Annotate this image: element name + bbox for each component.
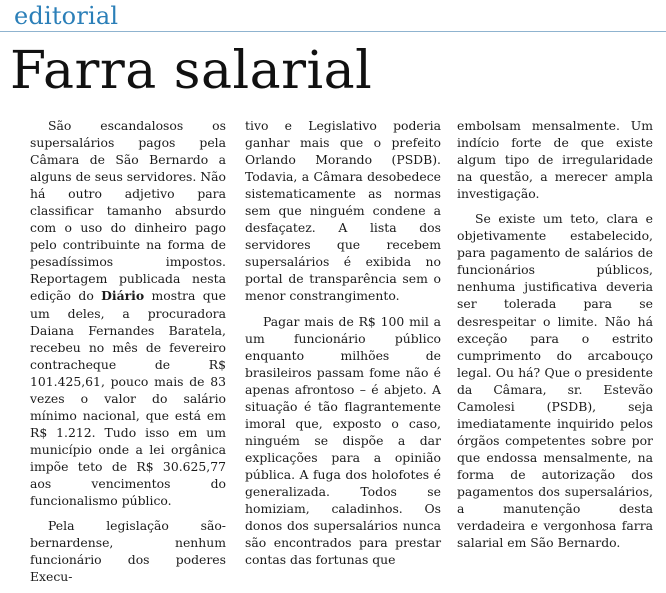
paragraph — [457, 117, 653, 202]
article-column-2 — [245, 117, 441, 576]
paragraph-text: embolsam mensalmente. Um indício forte de que existe algum tipo de irregularidade na questão, a merecer ampla investigação. — [457, 118, 653, 202]
newspaper-name: Diário — [101, 288, 145, 304]
article-column-1 — [30, 117, 226, 593]
paragraph-text: tivo e Legislativo poderia ganhar mais que o prefeito Orlando Morando (PSDB). Todavia, a Câmara desobedece sistematicamente as normas sem que ninguém condene a desfaçatez. A lista dos servidores que recebem supersalários é exibida no portal de transparência sem o menor constrangimento. — [245, 118, 441, 304]
paragraph — [457, 210, 653, 551]
paragraph-text: Se existe um teto, clara e objetivamente estabelecido, para pagamento de salários de funcionários públicos, nenhuma justificativa deveria ser tolerada para se desrespeitar o limite. Não há exceção para o estrito cumprimento do arcabouço legal. Ou há? Que o presidente da Câmara, sr. Estevão Camolesi (PSDB), seja imediatamente inquirido pelos órgãos competentes sobre por que endossa mensalmente, na forma de autorização dos pagamentos dos supersalários, a manutenção desta verdadeira e vergonhosa farra salarial em São Bernardo. — [457, 211, 653, 551]
paragraph-text: São escandalosos os supersalários pagos pela Câmara de São Bernardo a alguns de seus servidores. Não há outro adjetivo para classificar tamanho absurdo com o uso do dinheiro pago pelo contribuinte na forma de pesadíssimos impostos. Reportagem publicada nesta edição do — [30, 118, 226, 304]
paragraph-text: Pagar mais de R$ 100 mil a um funcionário público enquanto milhões de brasileiros passam fome não é apenas afrontoso – é abjeto. A situação é tão flagrantemente imoral que, exposto o caso, ninguém se dispõe a dar explicações para a opinião pública. A fuga dos holofotes é generalizada. Todos se homiziam, caladinhos. Os donos dos supersalários nunca são encontrados para prestar contas das fortunas que — [245, 313, 441, 568]
headline: Farra salarial — [10, 41, 373, 101]
paragraph-text: mostra que um deles, a procuradora Daiana Fernandes Baratela, recebeu no mês de fevereiro contracheque de R$ 101.425,61, pouco mais de 83 vezes o valor do salário mínimo nacional, que está em R$ 1.212. Tudo isso em um município onde a lei orgânica impõe teto de R$ 30.625,77 aos vencimentos do funcionalismo público. — [30, 288, 226, 509]
paragraph — [30, 517, 226, 585]
article-column-3 — [457, 117, 653, 559]
paragraph — [30, 117, 226, 509]
paragraph-text: Pela legislação são-bernardense, nenhum funcionário dos poderes Execu- — [30, 518, 226, 585]
header-divider — [0, 31, 666, 32]
paragraph — [245, 117, 441, 305]
paragraph — [245, 313, 441, 569]
section-label: editorial — [14, 2, 119, 30]
